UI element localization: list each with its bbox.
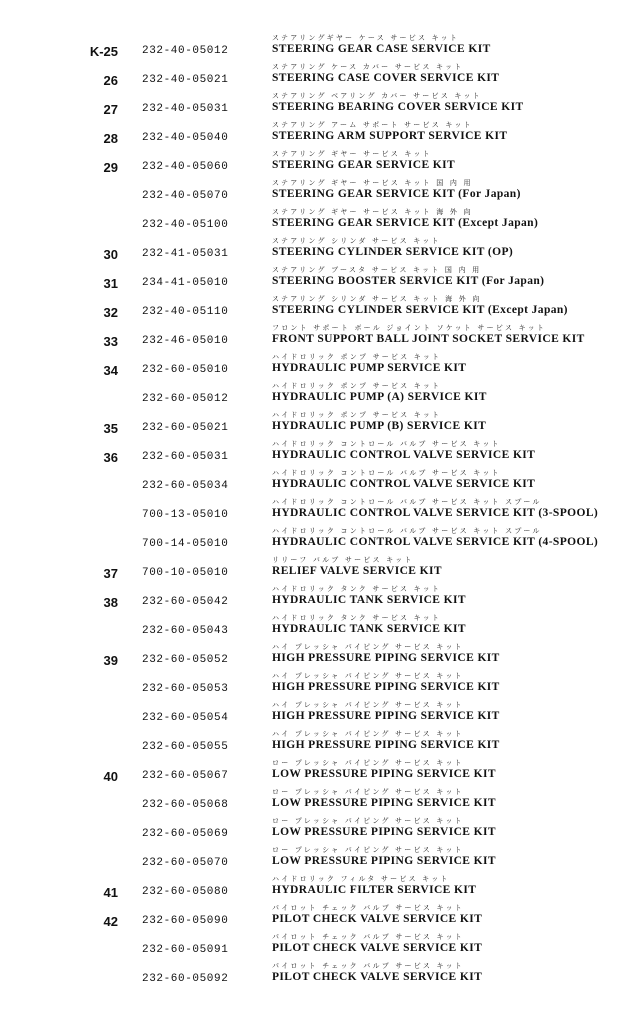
list-item: [0, 906, 644, 934]
list-item: [0, 94, 644, 122]
part-number: 232-60-05010: [142, 364, 229, 376]
part-number: 232-60-05034: [142, 480, 229, 492]
list-item: [0, 65, 644, 93]
part-number: 232-60-05090: [142, 915, 229, 927]
part-number: 232-40-05110: [142, 306, 229, 318]
kana-description: フロント サポート ボール ジョイント ソケット サービス キット: [272, 324, 547, 332]
part-number: 232-40-05070: [142, 190, 229, 202]
kana-description: ステアリング ベアリング カバー サービス キット: [272, 92, 482, 100]
item-description: STEERING GEAR CASE SERVICE KIT: [272, 43, 491, 55]
list-item: [0, 703, 644, 731]
item-description: LOW PRESSURE PIPING SERVICE KIT: [272, 826, 496, 838]
item-description: STEERING GEAR SERVICE KIT (Except Japan): [272, 217, 539, 229]
list-item: [0, 732, 644, 760]
item-description: HIGH PRESSURE PIPING SERVICE KIT: [272, 681, 500, 693]
list-item: [0, 413, 644, 441]
part-number: 234-41-05010: [142, 277, 229, 289]
list-item: [0, 761, 644, 789]
kana-description: ステアリングギヤー ケース サービス キット: [272, 34, 460, 42]
part-number: 232-60-05054: [142, 712, 229, 724]
part-number: 232-60-05055: [142, 741, 229, 753]
item-description: STEERING CASE COVER SERVICE KIT: [272, 72, 500, 84]
part-number: 232-40-05012: [142, 45, 229, 57]
part-number: 232-60-05053: [142, 683, 229, 695]
list-item: [0, 645, 644, 673]
list-item: [0, 268, 644, 296]
list-item: [0, 123, 644, 151]
kana-description: パイロット チェック バルブ サービス キット: [272, 904, 465, 912]
item-number: 40: [103, 769, 118, 784]
list-item: [0, 355, 644, 383]
kana-description: ハイドロリック コントロール バルブ サービス キット: [272, 469, 501, 477]
part-number: 232-60-05042: [142, 596, 229, 608]
item-description: STEERING CYLINDER SERVICE KIT (OP): [272, 246, 514, 258]
part-number: 232-40-05040: [142, 132, 229, 144]
kana-description: ステアリング シリンダ サービス キット 海 外 向: [272, 295, 482, 303]
item-description: HYDRAULIC CONTROL VALVE SERVICE KIT: [272, 478, 536, 490]
item-description: HIGH PRESSURE PIPING SERVICE KIT: [272, 652, 500, 664]
list-item: [0, 442, 644, 470]
item-number: 42: [103, 914, 118, 929]
list-item: [0, 819, 644, 847]
list-item: [0, 471, 644, 499]
item-description: HIGH PRESSURE PIPING SERVICE KIT: [272, 739, 500, 751]
item-number: 30: [103, 247, 118, 262]
item-number: 33: [103, 334, 118, 349]
part-number: 232-40-05021: [142, 74, 229, 86]
list-item: [0, 558, 644, 586]
kana-description: ハイドロリック ポンプ サービス キット: [272, 411, 442, 419]
item-number: 32: [103, 305, 118, 320]
list-item: [0, 384, 644, 412]
item-description: RELIEF VALVE SERVICE KIT: [272, 565, 442, 577]
list-item: [0, 935, 644, 963]
item-number: 36: [103, 450, 118, 465]
item-number: 37: [103, 566, 118, 581]
list-item: [0, 790, 644, 818]
part-number: 232-60-05012: [142, 393, 229, 405]
item-number: 31: [103, 276, 118, 291]
kana-description: パイロット チェック バルブ サービス キット: [272, 933, 465, 941]
part-number: 232-41-05031: [142, 248, 229, 260]
list-item: [0, 500, 644, 528]
kana-description: リリーフ バルブ サービス キット: [272, 556, 414, 564]
item-description: HYDRAULIC PUMP (B) SERVICE KIT: [272, 420, 487, 432]
item-number: 38: [103, 595, 118, 610]
item-description: PILOT CHECK VALVE SERVICE KIT: [272, 942, 483, 954]
list-item: [0, 152, 644, 180]
kana-description: ハイドロリック タンク サービス キット: [272, 585, 442, 593]
part-number: 232-60-05070: [142, 857, 229, 869]
kana-description: ハイ プレッシャ パイピング サービス キット: [272, 701, 464, 709]
list-item: [0, 587, 644, 615]
item-description: HYDRAULIC TANK SERVICE KIT: [272, 594, 466, 606]
part-number: 232-60-05068: [142, 799, 229, 811]
kana-description: ハイドロリック ポンプ サービス キット: [272, 382, 442, 390]
kana-description: ハイドロリック コントロール バルブ サービス キット スプール: [272, 527, 542, 535]
list-item: [0, 529, 644, 557]
item-description: PILOT CHECK VALVE SERVICE KIT: [272, 971, 483, 983]
list-item: [0, 326, 644, 354]
item-number: 27: [103, 102, 118, 117]
item-number: 26: [103, 73, 118, 88]
item-description: STEERING GEAR SERVICE KIT: [272, 159, 456, 171]
item-description: LOW PRESSURE PIPING SERVICE KIT: [272, 768, 496, 780]
part-number: 232-60-05043: [142, 625, 229, 637]
item-description: HYDRAULIC PUMP SERVICE KIT: [272, 362, 467, 374]
kana-description: ロー プレッシャ パイピング サービス キット: [272, 788, 464, 796]
list-item: [0, 877, 644, 905]
part-number: 232-60-05069: [142, 828, 229, 840]
kana-description: パイロット チェック バルブ サービス キット: [272, 962, 465, 970]
part-number: 232-60-05031: [142, 451, 229, 463]
item-description: LOW PRESSURE PIPING SERVICE KIT: [272, 855, 496, 867]
kana-description: ハイドロリック コントロール バルブ サービス キット スプール: [272, 498, 542, 506]
list-item: [0, 36, 644, 64]
part-number: 232-60-05052: [142, 654, 229, 666]
item-number: 34: [103, 363, 118, 378]
item-description: PILOT CHECK VALVE SERVICE KIT: [272, 913, 483, 925]
kana-description: ハイ プレッシャ パイピング サービス キット: [272, 730, 464, 738]
kana-description: ステアリング ケース カバー サービス キット: [272, 63, 464, 71]
kana-description: ステアリング ギヤー サービス キット 国 内 用: [272, 179, 473, 187]
list-item: [0, 297, 644, 325]
item-description: HYDRAULIC FILTER SERVICE KIT: [272, 884, 477, 896]
item-description: LOW PRESSURE PIPING SERVICE KIT: [272, 797, 496, 809]
part-number: 232-60-05091: [142, 944, 229, 956]
item-number: 41: [103, 885, 118, 900]
kana-description: ステアリング シリンダ サービス キット: [272, 237, 441, 245]
list-item: [0, 616, 644, 644]
kana-description: ハイドロリック コントロール バルブ サービス キット: [272, 440, 501, 448]
item-description: HYDRAULIC CONTROL VALVE SERVICE KIT: [272, 449, 536, 461]
part-number: 232-60-05067: [142, 770, 229, 782]
kana-description: ロー プレッシャ パイピング サービス キット: [272, 817, 464, 825]
list-item: [0, 848, 644, 876]
item-number: 28: [103, 131, 118, 146]
list-item: [0, 181, 644, 209]
part-number: 232-46-05010: [142, 335, 229, 347]
item-description: FRONT SUPPORT BALL JOINT SOCKET SERVICE KIT: [272, 333, 585, 345]
kana-description: ロー プレッシャ パイピング サービス キット: [272, 846, 464, 854]
item-description: HYDRAULIC TANK SERVICE KIT: [272, 623, 466, 635]
part-number: 232-40-05031: [142, 103, 229, 115]
item-description: STEERING CYLINDER SERVICE KIT (Except Japan): [272, 304, 568, 316]
item-description: HYDRAULIC CONTROL VALVE SERVICE KIT (3-SPOOL): [272, 507, 599, 519]
item-description: HYDRAULIC CONTROL VALVE SERVICE KIT (4-SPOOL): [272, 536, 599, 548]
part-number: 232-40-05060: [142, 161, 229, 173]
kana-description: ハイドロリック ポンプ サービス キット: [272, 353, 442, 361]
kana-description: ステアリング ギヤー サービス キット: [272, 150, 432, 158]
part-number: 232-60-05021: [142, 422, 229, 434]
list-item: [0, 239, 644, 267]
list-item: [0, 964, 644, 992]
kana-description: ハイドロリック フィルタ サービス キット: [272, 875, 450, 883]
list-item: [0, 674, 644, 702]
kana-description: ハイ プレッシャ パイピング サービス キット: [272, 643, 464, 651]
kana-description: ステアリング ブースタ サービス キット 国 内 用: [272, 266, 482, 274]
item-description: HIGH PRESSURE PIPING SERVICE KIT: [272, 710, 500, 722]
item-description: STEERING BOOSTER SERVICE KIT (For Japan): [272, 275, 545, 287]
kana-description: ハイドロリック タンク サービス キット: [272, 614, 442, 622]
part-number: 700-13-05010: [142, 509, 229, 521]
kana-description: ロー プレッシャ パイピング サービス キット: [272, 759, 464, 767]
part-number: 700-14-05010: [142, 538, 229, 550]
part-number: 700-10-05010: [142, 567, 229, 579]
item-number: 29: [103, 160, 118, 175]
kana-description: ハイ プレッシャ パイピング サービス キット: [272, 672, 464, 680]
item-number: 35: [103, 421, 118, 436]
item-description: STEERING BEARING COVER SERVICE KIT: [272, 101, 524, 113]
part-number: 232-60-05080: [142, 886, 229, 898]
kana-description: ステアリング ギヤー サービス キット 海 外 向: [272, 208, 473, 216]
item-number: K-25: [89, 44, 118, 59]
item-description: STEERING ARM SUPPORT SERVICE KIT: [272, 130, 508, 142]
part-number: 232-40-05100: [142, 219, 229, 231]
item-number: 39: [103, 653, 118, 668]
part-number: 232-60-05092: [142, 973, 229, 985]
list-item: [0, 210, 644, 238]
item-description: HYDRAULIC PUMP (A) SERVICE KIT: [272, 391, 487, 403]
item-description: STEERING GEAR SERVICE KIT (For Japan): [272, 188, 521, 200]
kana-description: ステアリング アーム サポート サービス キット: [272, 121, 473, 129]
